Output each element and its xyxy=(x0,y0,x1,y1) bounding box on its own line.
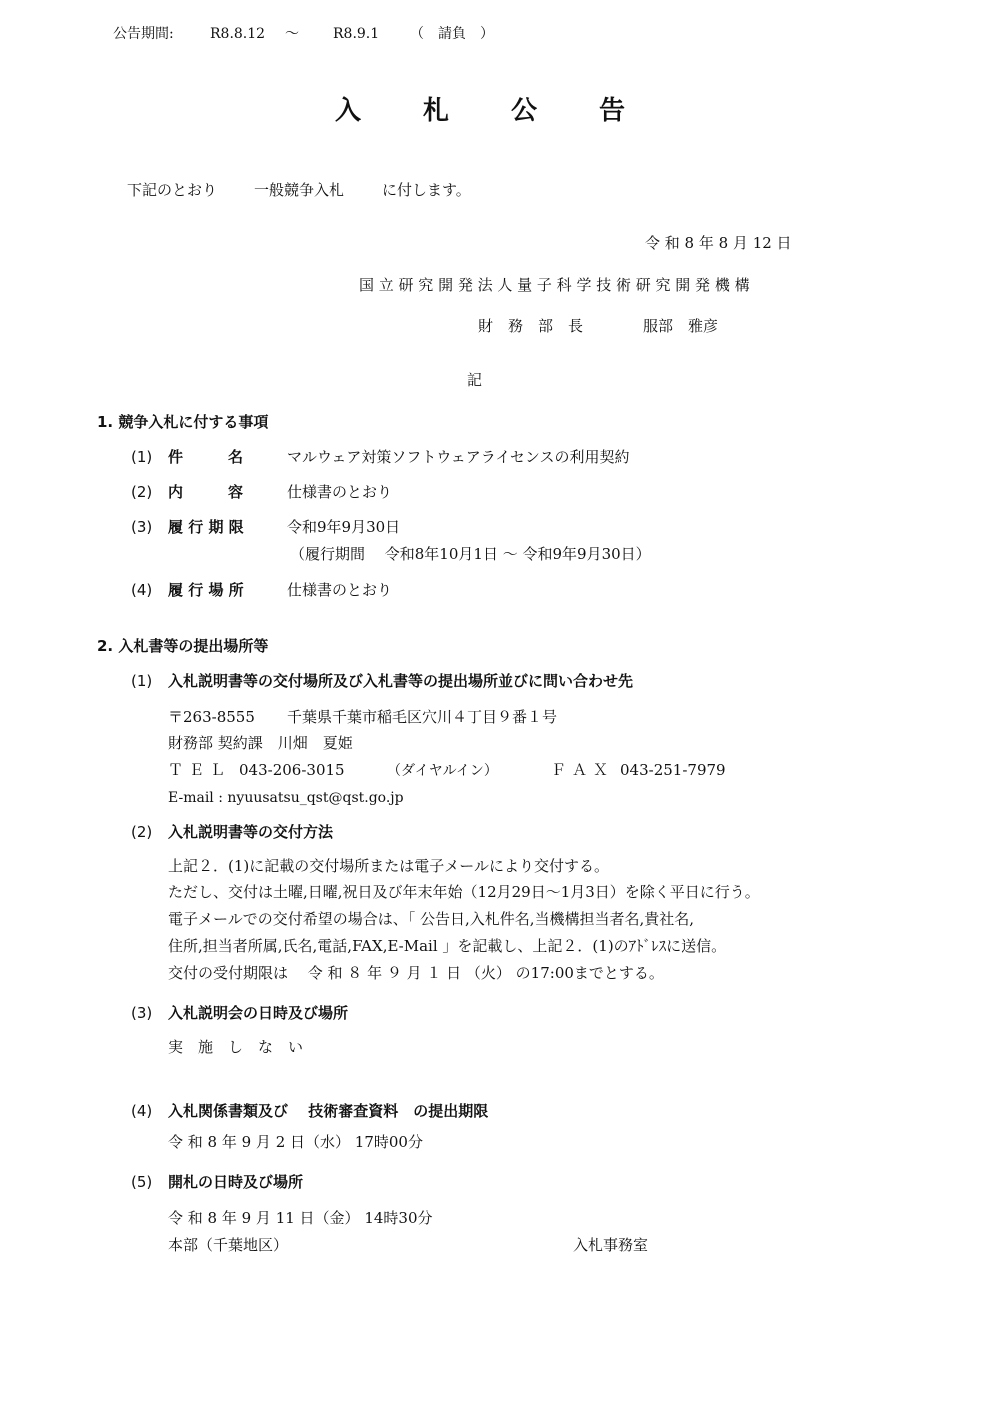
method-line: 住所,担当者所属,氏名,電話,FAX,E-Mail 」を記載し、上記２．(1)のｱﾄﾞﾚｽに送信。 xyxy=(168,937,727,955)
dial-in-note: （ダイヤルイン） xyxy=(387,763,498,779)
section-2-heading: 2. 入札書等の提出場所等 xyxy=(97,637,269,655)
method-line: 交付の受付期限は 令 和 ８ 年 ９ 月 １ 日 （火） の17:00までとする。 xyxy=(168,964,664,982)
issuer-name: 服部 雅彦 xyxy=(643,317,719,335)
item-value-name: マルウェア対策ソフトウェアライセンスの利用契約 xyxy=(287,448,630,466)
method-line: ただし、交付は土曜,日曜,祝日及び年末年始（12月29日～1月3日）を除く平日に行う。 xyxy=(168,883,760,901)
method-line: 上記２．(1)に記載の交付場所または電子メールにより交付する。 xyxy=(168,857,609,875)
item-label-content: 内 容 xyxy=(168,483,244,501)
item-label-deadline: 履 行 期 限 xyxy=(168,518,244,536)
item-label-name: 件 名 xyxy=(168,448,244,466)
ki-marker: 記 xyxy=(467,371,483,389)
item-value-period: （履行期間 令和8年10月1日 ～ 令和9年9月30日） xyxy=(290,545,651,563)
sub-title-method: 入札説明書等の交付方法 xyxy=(168,823,334,841)
item-number: (4) xyxy=(131,581,153,599)
issuer-position: 財 務 部 長 xyxy=(478,317,584,335)
notice-period-start: R8.8.12 xyxy=(210,26,266,42)
intro-prefix: 下記のとおり xyxy=(127,181,218,199)
intro-method: 一般競争入札 xyxy=(254,181,345,199)
email-address: E-mail : nyuusatsu_qst@qst.go.jp xyxy=(168,790,404,806)
method-line: 電子メールでの交付希望の場合は、「 公告日,入札件名,当機構担当者名,貴社名, xyxy=(168,910,695,928)
notice-period-label: 公告期間: xyxy=(113,26,174,42)
page-title: 入札公告 xyxy=(335,96,688,126)
sub-title-opening: 開札の日時及び場所 xyxy=(168,1173,304,1191)
sub-title-briefing: 入札説明会の日時及び場所 xyxy=(168,1004,349,1022)
section-1-heading: 1. 競争入札に付する事項 xyxy=(97,413,269,431)
tel-label: ＴＥＬ xyxy=(168,761,232,779)
item-value-content: 仕様書のとおり xyxy=(287,483,393,501)
notice-date: 令 和 8 年 8 月 12 日 xyxy=(645,234,792,252)
briefing-value: 実 施 し な い xyxy=(168,1038,304,1056)
sub-title-contact: 入札説明書等の交付場所及び入札書等の提出場所並びに問い合わせ先 xyxy=(168,672,634,690)
item-value-deadline: 令和9年9月30日 xyxy=(287,518,401,536)
opening-place: 本部（千葉地区） xyxy=(168,1236,289,1254)
sub-number: (4) xyxy=(131,1102,153,1120)
opening-datetime: 令 和 8 年 9 月 11 日（金） 14時30分 xyxy=(168,1209,433,1227)
sub-number: (5) xyxy=(131,1173,153,1191)
sub-number: (1) xyxy=(131,672,153,690)
sub-number: (2) xyxy=(131,823,153,841)
item-number: (3) xyxy=(131,518,153,536)
contact-department: 財務部 契約課 川畑 夏姫 xyxy=(168,734,353,752)
opening-room: 入札事務室 xyxy=(573,1236,649,1254)
item-value-location: 仕様書のとおり xyxy=(287,581,393,599)
intro-suffix: に付します。 xyxy=(382,181,471,199)
notice-period-end: R8.9.1 xyxy=(333,26,380,42)
sub-title-submission-deadline: 入札関係書類及び 技術審査資料 の提出期限 xyxy=(168,1102,489,1120)
postal-code: 〒263-8555 xyxy=(168,708,255,726)
address: 千葉県千葉市稲毛区穴川４丁目９番１号 xyxy=(287,708,558,726)
contract-type: （ 請負 ） xyxy=(410,26,494,42)
fax-label: ＦＡＸ xyxy=(551,761,615,779)
tel-number: 043-206-3015 xyxy=(239,761,345,779)
submission-deadline-value: 令 和 8 年 9 月 2 日（水） 17時00分 xyxy=(168,1133,423,1151)
fax-number: 043-251-7979 xyxy=(620,761,726,779)
sub-number: (3) xyxy=(131,1004,153,1022)
item-number: (2) xyxy=(131,483,153,501)
item-label-location: 履 行 場 所 xyxy=(168,581,244,599)
item-number: (1) xyxy=(131,448,153,466)
notice-period-separator: ～ xyxy=(285,26,299,42)
issuer-organization: 国 立 研 究 開 発 法 人 量 子 科 学 技 術 研 究 開 発 機 構 xyxy=(359,276,750,294)
